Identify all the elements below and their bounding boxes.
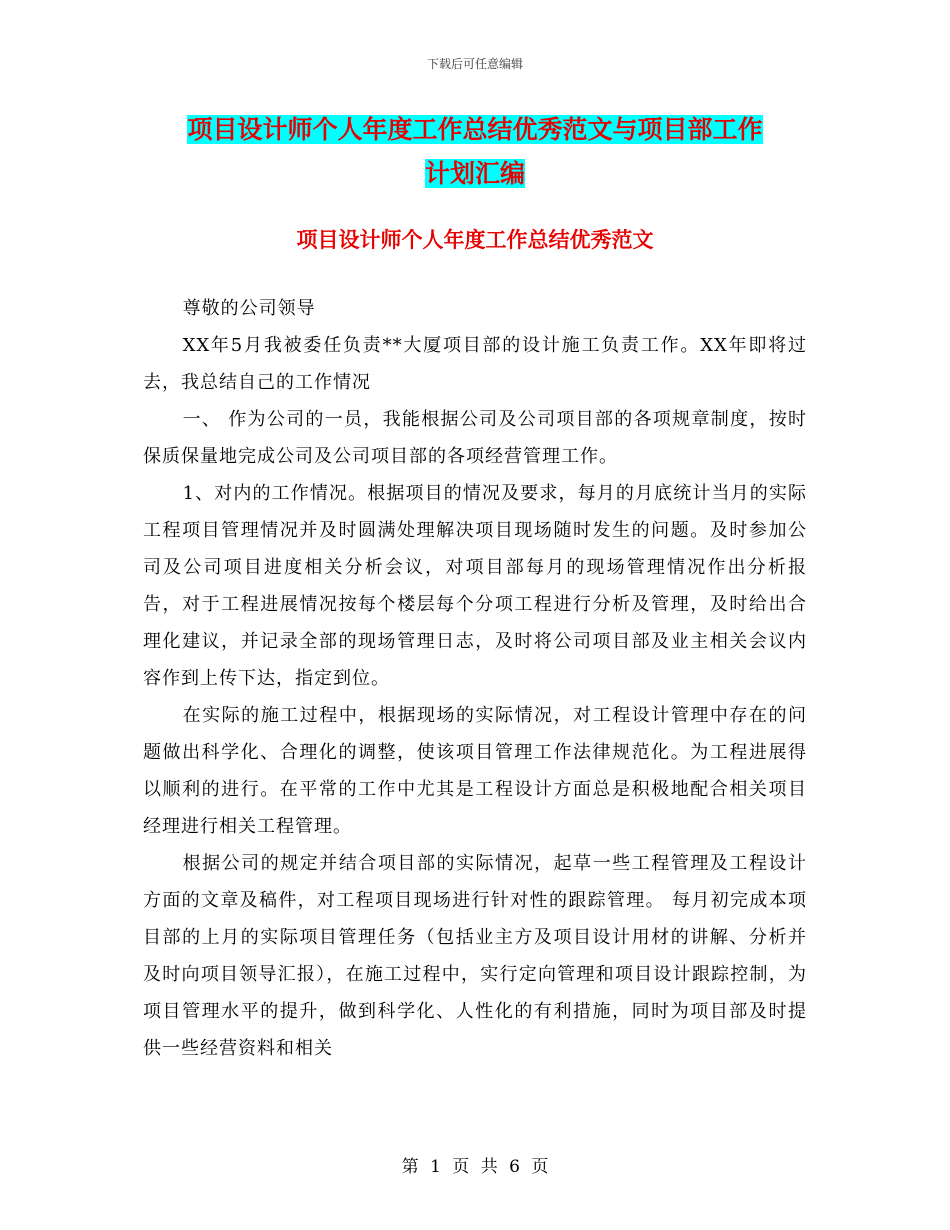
page-number-footer: 第 1 页 共 6 页 xyxy=(401,1157,549,1177)
paragraph: 在实际的施工过程中，根据现场的实际情况，对工程设计管理中存在的问题做出科学化、合理化的调整，使该项目管理工作法律规范化。为工程进展得以顺利的进行。在平常的工作中尤其是工程设计方面总是积极地配合相关项目经理进行相关工程管理。 xyxy=(143,705,807,837)
salutation: 尊敬的公司领导 xyxy=(182,298,316,319)
paragraph: XX年5月我被委任负责**大厦项目部的设计施工负责工作。XX年即将过去，我总结自己的工作情况 xyxy=(143,335,807,393)
document-title xyxy=(140,108,810,196)
document-title-line-1: 项目设计师个人年度工作总结优秀范文与项目部工作 xyxy=(187,115,763,144)
document-title-line-2: 计划汇编 xyxy=(424,159,525,188)
header-note: 下载后可任意编辑 xyxy=(426,57,523,71)
section-title: 项目设计师个人年度工作总结优秀范文 xyxy=(296,228,654,252)
document-body xyxy=(143,290,807,1067)
paragraph: 1、对内的工作情况。根据项目的情况及要求，每月的月底统计当月的实际工程项目管理情况并及时圆满处理解决项目现场随时发生的问题。及时参加公司及公司项目进度相关分析会议，对项目部每月的现场管理情况作出分析报告，对于工程进展情况按每个楼层每个分项工程进行分析及管理，及时给出合理化建议，并记录全部的现场管理日志，及时将公司项目部及业主相关会议内容作到上传下达，指定到位。 xyxy=(143,483,807,689)
paragraph: 一、 作为公司的一员，我能根据公司及公司项目部的各项规章制度，按时保质保量地完成公司及公司项目部的各项经营管理工作。 xyxy=(143,409,807,467)
paragraph: 根据公司的规定并结合项目部的实际情况，起草一些工程管理及工程设计方面的文章及稿件，对工程项目现场进行针对性的跟踪管理。 每月初完成本项目部的上月的实际项目管理任务（包括业主方及项目设计用材的讲解、分析并及时向项目领导汇报），在施工过程中，实行定向管理和项目设计跟踪控制，为项目管理水平的提升，做到科学化、人性化的有利措施，同时为项目部及时提供一些经营资料和相关 xyxy=(143,853,807,1059)
